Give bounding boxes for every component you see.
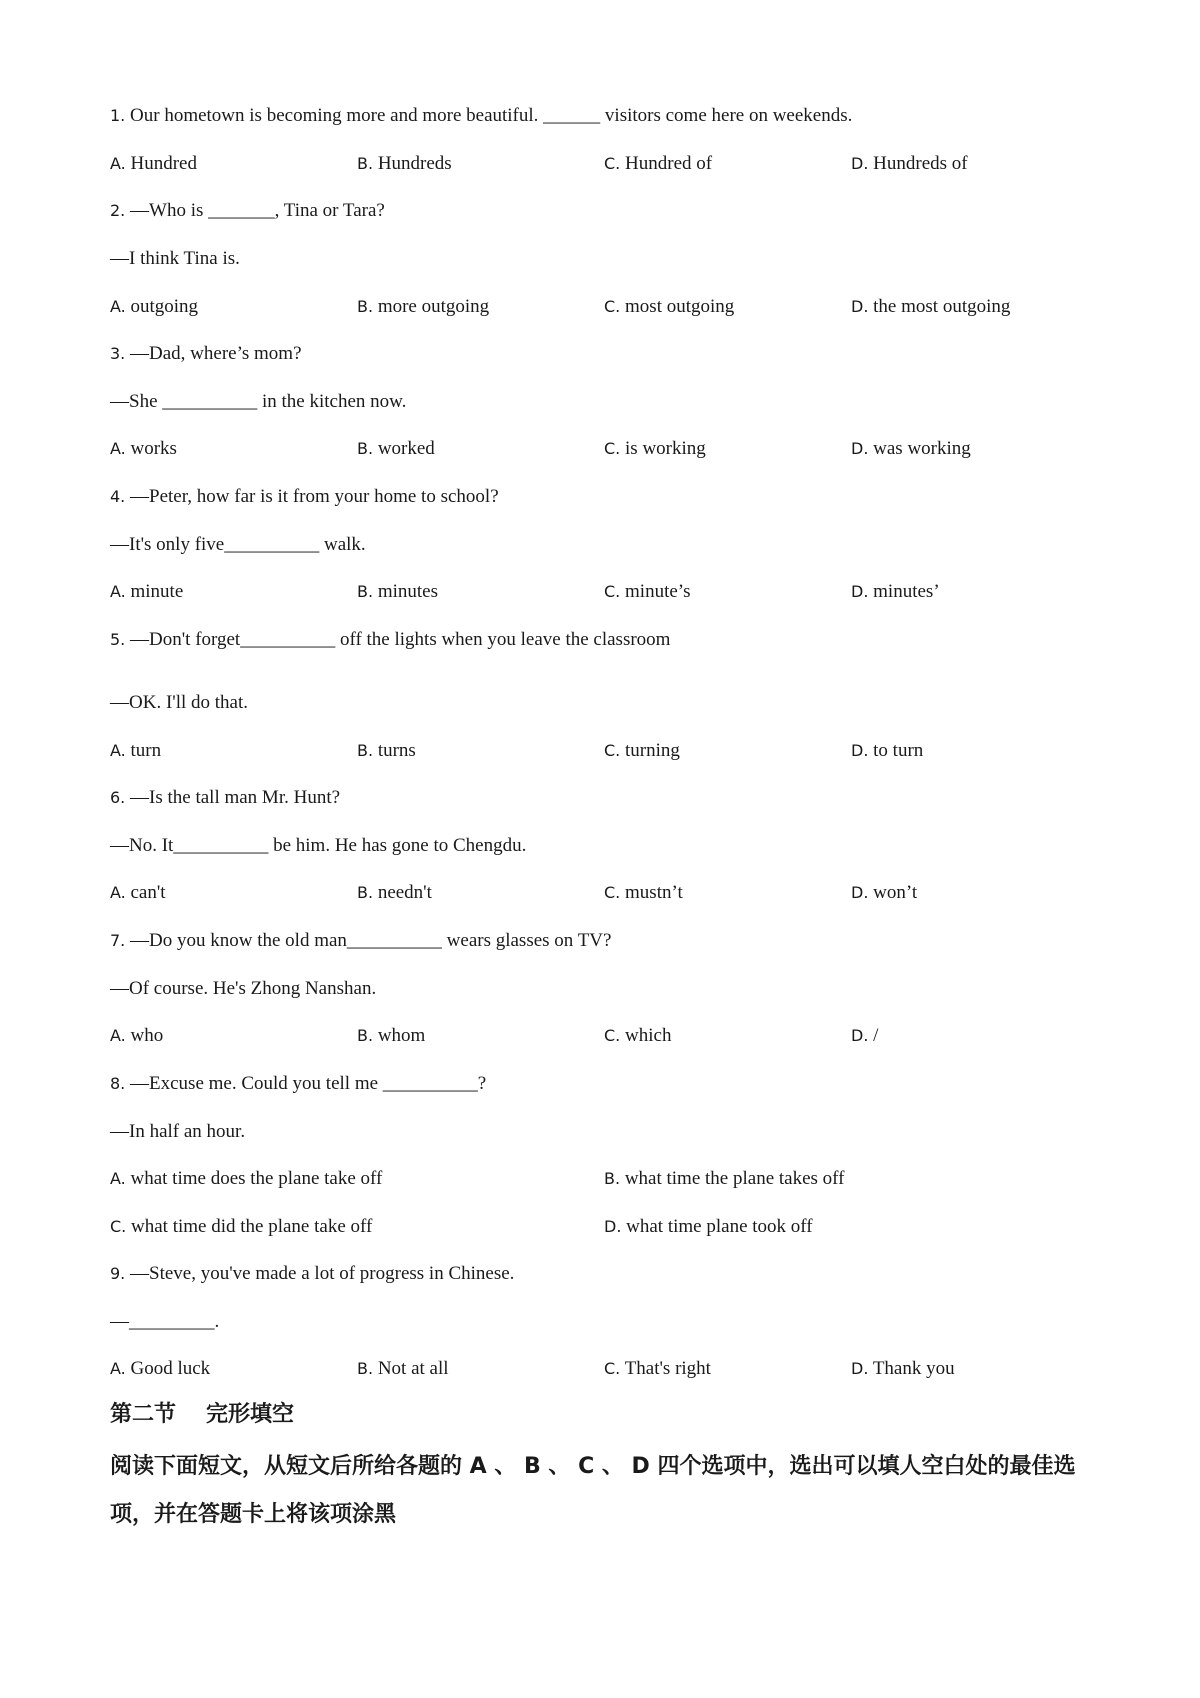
section-label: 第二节 [110, 1402, 177, 1427]
question-text: —Is the tall man Mr. Hunt? [130, 787, 341, 808]
question-2-option-b [357, 295, 489, 319]
question-9-option-b [357, 1357, 449, 1381]
option-text: won’t [873, 882, 918, 903]
question-7-reply: —Of course. He's Zhong Nanshan. [110, 978, 377, 999]
option-letter: D. [851, 741, 869, 760]
option-text: / [873, 1025, 879, 1046]
question-9-option-a [110, 1357, 210, 1381]
question-number: 3. [110, 344, 126, 363]
option-text: minute’s [625, 581, 691, 602]
option-text: minutes’ [873, 581, 940, 602]
question-4-prompt [110, 485, 499, 509]
question-text: —Peter, how far is it from your home to school? [130, 486, 499, 507]
option-letter: B. [357, 297, 374, 316]
question-7-option-b [357, 1024, 425, 1048]
question-3-option-d [851, 437, 971, 461]
option-letter: C. [604, 439, 621, 458]
option-letter: A. [110, 883, 126, 902]
option-text: worked [377, 438, 435, 459]
question-5-prompt [110, 628, 670, 652]
question-text: Our hometown is becoming more and more beautiful. ______ visitors come here on weekends. [130, 105, 853, 126]
question-number: 7. [110, 931, 126, 950]
option-letter: C. [604, 582, 621, 601]
option-text: most outgoing [625, 296, 735, 317]
question-2-option-d [851, 295, 1010, 319]
question-1-option-a [110, 152, 197, 176]
option-text: Thank you [872, 1358, 955, 1379]
option-letter: C. [604, 154, 621, 173]
option-letter: B. [357, 1026, 374, 1045]
option-text: mustn’t [625, 882, 683, 903]
question-8-option-d [604, 1215, 813, 1239]
question-6-option-c [604, 881, 683, 905]
question-8-reply: —In half an hour. [110, 1121, 246, 1142]
option-letter: D. [851, 1026, 869, 1045]
option-letter: A. [110, 1026, 126, 1045]
option-text: Hundred [130, 153, 197, 174]
option-text: Hundreds of [873, 153, 968, 174]
question-1-option-b [357, 152, 452, 176]
question-2-option-c [604, 295, 734, 319]
question-6-prompt [110, 786, 340, 810]
option-text: turns [377, 740, 416, 761]
option-text: minutes [377, 581, 438, 602]
option-letter: B. [604, 1169, 621, 1188]
question-1-option-c [604, 152, 712, 176]
question-8-prompt [110, 1072, 486, 1096]
section-title: 完形填空 [206, 1402, 295, 1427]
option-text: is working [625, 438, 706, 459]
option-letter: A. [110, 297, 126, 316]
question-number: 5. [110, 630, 126, 649]
question-5-option-a [110, 739, 161, 763]
question-5-reply: —OK. I'll do that. [110, 692, 248, 713]
option-letter: C. [604, 883, 621, 902]
option-letter: D. [851, 1359, 869, 1378]
option-text: needn't [377, 882, 432, 903]
question-6-reply: —No. It__________ be him. He has gone to Chengdu. [110, 835, 527, 856]
option-letter: B. [357, 883, 374, 902]
question-text: —Don't forget__________ off the lights when you leave the classroom [130, 629, 671, 650]
question-4-reply: —It's only five__________ walk. [110, 534, 366, 555]
question-8-option-c [110, 1215, 372, 1239]
question-text: —Steve, you've made a lot of progress in Chinese. [130, 1263, 515, 1284]
option-text: the most outgoing [873, 296, 1011, 317]
question-3-reply: —She __________ in the kitchen now. [110, 391, 407, 412]
question-5-option-c [604, 739, 680, 763]
question-number: 2. [110, 201, 126, 220]
question-7-option-c [604, 1024, 671, 1048]
question-6-option-d [851, 881, 917, 905]
option-letter: D. [851, 439, 869, 458]
option-letter: D. [604, 1217, 622, 1236]
question-5-option-b [357, 739, 416, 763]
option-letter: C. [110, 1217, 127, 1236]
question-3-option-b [357, 437, 435, 461]
option-text: what time plane took off [626, 1216, 813, 1237]
option-text: what time did the plane take off [131, 1216, 373, 1237]
question-number: 9. [110, 1264, 126, 1283]
option-letter: D. [851, 297, 869, 316]
section-instruction: 阅读下面短文，从短文后所给各题的 A 、 B 、 C 、 D 四个选项中，选出可以填人空白处的最佳选项，并在答题卡上将该项涂黑 [110, 1454, 1076, 1527]
question-text: —Dad, where’s mom? [130, 343, 302, 364]
option-text: outgoing [130, 296, 199, 317]
question-3-option-a [110, 437, 177, 461]
question-number: 1. [110, 106, 126, 125]
option-letter: A. [110, 582, 126, 601]
option-text: can't [130, 882, 166, 903]
option-text: to turn [873, 740, 924, 761]
option-text: works [130, 438, 177, 459]
option-text: minute [130, 581, 184, 602]
option-letter: B. [357, 741, 374, 760]
question-7-option-a [110, 1024, 163, 1048]
question-number: 4. [110, 487, 126, 506]
option-letter: A. [110, 439, 126, 458]
option-letter: B. [357, 1359, 374, 1378]
question-text: —Who is _______, Tina or Tara? [130, 200, 385, 221]
option-text: which [625, 1025, 672, 1046]
option-text: turning [625, 740, 680, 761]
question-6-option-b [357, 881, 432, 905]
option-text: turn [130, 740, 162, 761]
section-heading [110, 1400, 294, 1430]
option-letter: D. [851, 883, 869, 902]
option-letter: A. [110, 741, 126, 760]
option-text: whom [377, 1025, 426, 1046]
question-7-prompt [110, 929, 611, 953]
question-6-option-a [110, 881, 166, 905]
question-4-option-b [357, 580, 438, 604]
option-letter: A. [110, 1169, 126, 1188]
option-text: what time the plane takes off [624, 1168, 845, 1189]
option-letter: D. [851, 582, 869, 601]
option-text: That's right [624, 1358, 711, 1379]
question-9-reply: —_________. [110, 1311, 220, 1332]
question-9-option-c [604, 1357, 711, 1381]
question-9-prompt [110, 1262, 514, 1286]
question-7-option-d [851, 1024, 878, 1048]
option-letter: D. [851, 154, 869, 173]
question-5-option-d [851, 739, 923, 763]
option-text: was working [873, 438, 971, 459]
question-2-option-a [110, 295, 198, 319]
option-text: more outgoing [377, 296, 490, 317]
option-letter: A. [110, 1359, 126, 1378]
question-2-reply: —I think Tina is. [110, 248, 240, 269]
option-letter: C. [604, 741, 621, 760]
question-3-option-c [604, 437, 706, 461]
question-9-option-d [851, 1357, 955, 1381]
question-1-prompt [110, 104, 852, 128]
option-text: Hundreds [377, 153, 452, 174]
option-letter: B. [357, 154, 374, 173]
option-letter: C. [604, 1026, 621, 1045]
option-text: Good luck [130, 1358, 211, 1379]
option-text: who [130, 1025, 164, 1046]
question-number: 8. [110, 1074, 126, 1093]
option-letter: A. [110, 154, 126, 173]
option-letter: C. [604, 297, 621, 316]
question-text: —Do you know the old man__________ wears glasses on TV? [130, 930, 612, 951]
question-text: —Excuse me. Could you tell me __________? [130, 1073, 487, 1094]
question-8-option-b [604, 1167, 844, 1191]
option-letter: B. [357, 439, 374, 458]
question-8-option-a [110, 1167, 382, 1191]
option-text: what time does the plane take off [130, 1168, 383, 1189]
question-1-option-d [851, 152, 968, 176]
question-number: 6. [110, 788, 126, 807]
question-3-prompt [110, 342, 302, 366]
question-4-option-c [604, 580, 690, 604]
option-letter: C. [604, 1359, 621, 1378]
question-4-option-a [110, 580, 183, 604]
option-text: Not at all [377, 1358, 449, 1379]
option-text: Hundred of [625, 153, 713, 174]
question-4-option-d [851, 580, 940, 604]
question-2-prompt [110, 199, 385, 223]
option-letter: B. [357, 582, 374, 601]
